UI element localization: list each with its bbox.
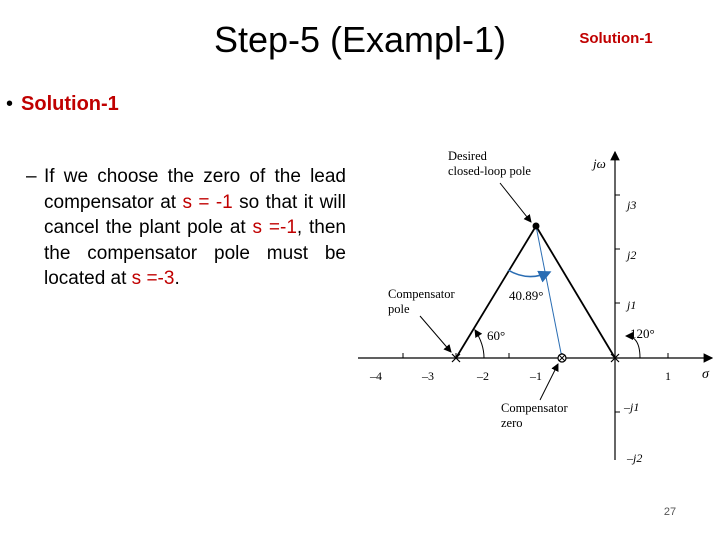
sub-bullet-paragraph xyxy=(26,164,346,292)
slide-title: Step-5 (Exampl-1) xyxy=(213,19,507,60)
dash-icon: – xyxy=(26,166,37,187)
desired-pole-label-line1: Desired xyxy=(448,149,487,163)
root-locus-diagram xyxy=(350,140,720,485)
pole-line-right xyxy=(536,226,615,358)
compensator-zero-label-line2: zero xyxy=(501,416,523,430)
sub-bullet-text xyxy=(44,164,346,292)
real-axis-label: σ xyxy=(702,367,709,382)
compensator-pole-arrow xyxy=(420,316,451,352)
angle-label-center: 40.89° xyxy=(509,288,544,303)
compensator-zero-arrow xyxy=(540,364,558,400)
bullet-solution xyxy=(6,90,119,118)
bullet-solution-label: Solution-1 xyxy=(21,93,119,115)
imag-tick-label-neg-j2: –j2 xyxy=(627,451,643,465)
page-number: 27 xyxy=(663,506,677,518)
compensator-pole-value: s =-3 xyxy=(131,268,175,289)
imag-tick-label-neg-j1: –j1 xyxy=(624,400,640,414)
real-tick-label-neg4: –4 xyxy=(370,369,382,383)
angle-arc-center xyxy=(508,270,550,277)
compensator-zero-marker xyxy=(558,354,566,362)
plant-pole-value: s =-1 xyxy=(252,217,297,238)
angle-label-right: 120° xyxy=(630,326,655,341)
desired-closed-loop-pole xyxy=(533,223,540,230)
imag-axis-label: jω xyxy=(593,156,606,171)
text-part: . xyxy=(174,268,180,289)
real-tick-label-1: 1 xyxy=(665,369,671,383)
imag-tick-label-j3: j3 xyxy=(627,198,637,212)
desired-pole-arrow xyxy=(500,183,531,222)
desired-pole-label-line2: closed-loop pole xyxy=(448,164,531,178)
text-part: , then the compensator pole must be located at xyxy=(44,217,346,289)
compensator-pole-label-line1: Compensator xyxy=(388,287,455,301)
section-label: Solution-1 xyxy=(579,30,653,47)
text-part: so that it will cancel the plant pole at xyxy=(44,191,346,238)
compensator-zero-label-line1: Compensator xyxy=(501,401,568,415)
angle-label-left: 60° xyxy=(487,328,506,343)
text-part: If we choose the zero of the lead compensator at xyxy=(44,166,346,213)
real-tick-label-neg2: –2 xyxy=(477,369,489,383)
imag-tick-label-j2: j2 xyxy=(627,248,637,262)
imag-tick-label-j1: j1 xyxy=(627,298,637,312)
angle-arc-left xyxy=(475,330,484,358)
compensator-pole-label-line2: pole xyxy=(388,302,410,316)
real-tick-label-neg3: –3 xyxy=(422,369,434,383)
real-tick-label-neg1: –1 xyxy=(530,369,542,383)
zero-location-value: s = -1 xyxy=(182,191,233,213)
bullet-dot-icon: • xyxy=(6,93,14,115)
